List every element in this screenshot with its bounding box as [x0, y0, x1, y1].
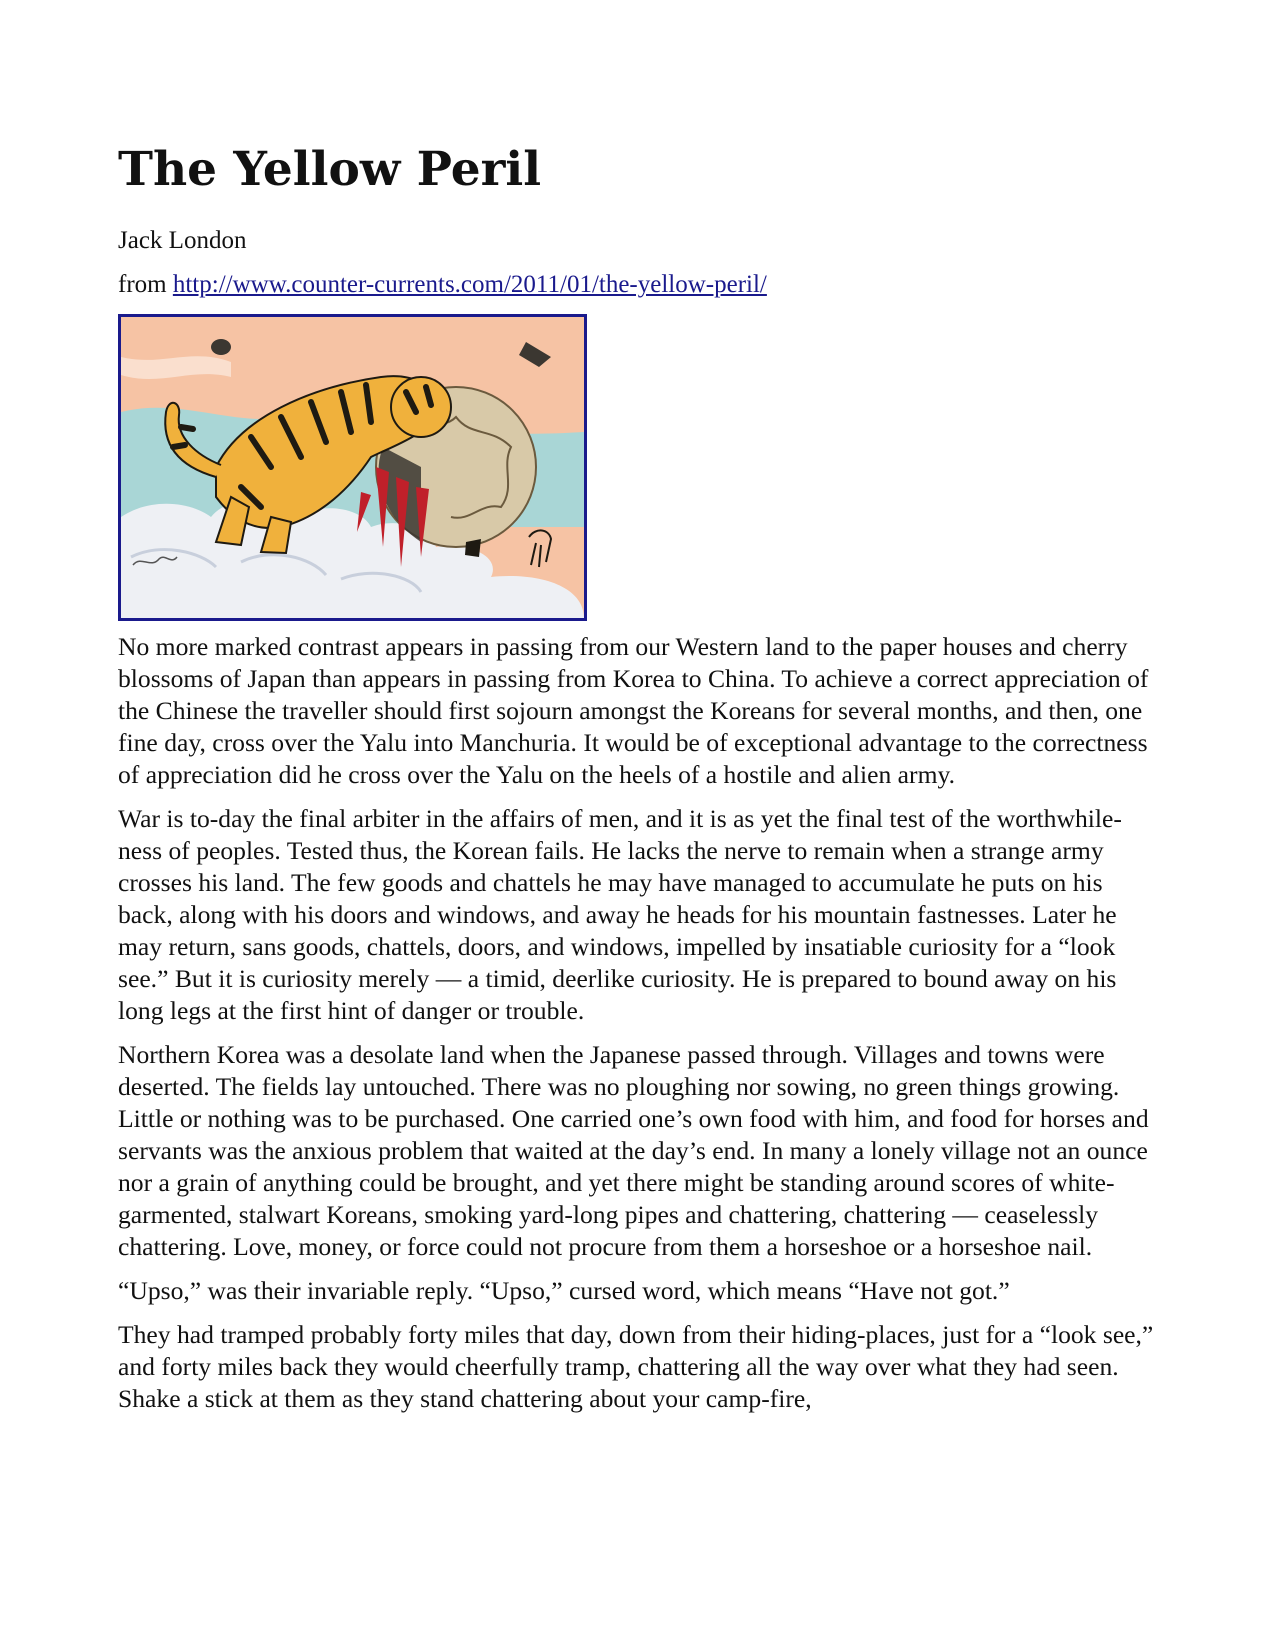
paragraph: Northern Korea was a desolate land when the Japanese passed through. Villages and towns were deserted. The fields lay untouched. There was no ploughing nor sowing, no green things growing. Little or nothing was to be purchased. One carried one’s own food with him, and food for horses and servants was the anxious problem that waited at the day’s end. In many a lonely village not an ounce nor a grain of anything could be brought, and yet there might be standing around scores of white-garmented, stalwart Koreans, smoking yard-long pipes and chattering, chattering — ceaselessly chattering. Love, money, or force could not procure from them a horseshoe or a horseshoe nail. [118, 1040, 1149, 1261]
tiger-devouring-globe-illustration [121, 317, 584, 618]
article-source [118, 270, 1158, 300]
article-author: Jack London [118, 227, 247, 254]
article-illustration [118, 314, 587, 621]
paragraph: “Upso,” was their invariable reply. “Upso,” cursed word, which means “Have not got.” [118, 1276, 1010, 1305]
paragraph: They had tramped probably forty miles that day, down from their hiding-places, just for a “look see,” and forty miles back they would cheerfully tramp, chattering all the way over what they had seen. Shake a stick at them as they stand chattering about your camp-fire, [118, 1320, 1154, 1413]
article-page [118, 140, 1158, 1427]
paragraph: No more marked contrast appears in passing from our Western land to the paper houses and cherry blossoms of Japan than appears in passing from Korea to China. To achieve a correct appreciation of the Chinese the traveller should first sojourn amongst the Koreans for several months, and then, one fine day, cross over the Yalu into Manchuria. It would be of exceptional advantage to the correctness of appreciation did he cross over the Yalu on the heels of a hostile and alien army. [118, 632, 1149, 789]
paragraph: War is to-day the final arbiter in the affairs of men, and it is as yet the final test of the worthwhile-ness of peoples. Tested thus, the Korean fails. He lacks the nerve to remain when a strange army crosses his land. The few goods and chattels he may have managed to accumulate he puts on his back, along with his doors and windows, and away he heads for his mountain fastnesses. Later he may return, sans goods, chattels, doors, and windows, impelled by insatiable curiosity for a “look see.” But it is curiosity merely — a timid, deerlike curiosity. He is prepared to bound away on his long legs at the first hint of danger or trouble. [118, 804, 1122, 1025]
article-title: The Yellow Peril [118, 142, 542, 197]
source-prefix: from [118, 271, 167, 298]
source-link[interactable]: http://www.counter-currents.com/2011/01/the-yellow-peril/ [172, 271, 767, 298]
article-body [118, 631, 1158, 1415]
